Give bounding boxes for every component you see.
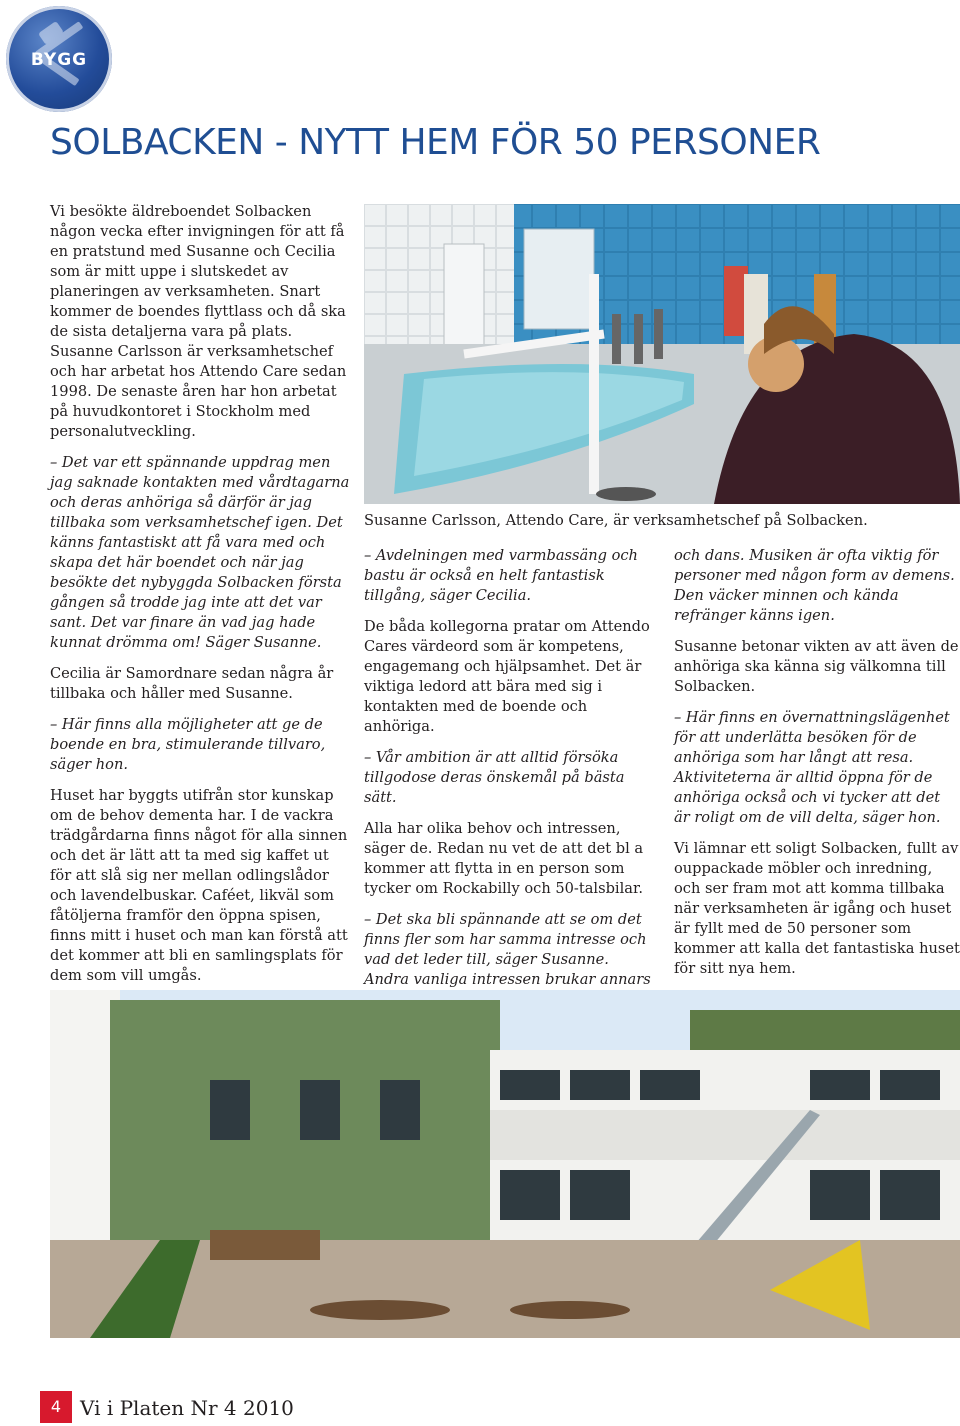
quote-paragraph: – Här finns alla möjligheter att ge de boende en bra, stimulerande tillvaro, säger hon. [50, 716, 326, 773]
quote-paragraph: – Det ska bli spännande att se om det finns fler som har samma intresse och vad det leder till, säger Susanne. Andra vanliga intressen brukar annars [364, 911, 651, 988]
pool-photo [364, 204, 960, 504]
page-title: SOLBACKEN - NYTT HEM FÖR 50 PERSONER [50, 122, 821, 163]
quote-paragraph: – Det var ett spännande uppdrag men jag saknade kontakten med vårdtagarna och deras anhöriga så därför är jag tillbaka som verksamhetschef igen. Det känns fantastiskt att få vara med och skapa det här boendet och när jag besökte det nybyggda Solbacken första gången så trodde jag inte att det var sant. Det var finare än vad jag hade kunnat drömma om! Säger Susanne. [50, 454, 350, 651]
courtyard-photo [50, 990, 960, 1338]
badge-label: BYGG [30, 50, 88, 70]
quote-paragraph: – Avdelningen med varmbassäng och bastu är också en helt fantastisk tillgång, säger Cecilia. [364, 547, 638, 604]
quote-paragraph: och dans. Musiken är ofta viktig för personer med någon form av demens. Den väcker minnen och kända refränger känns igen. [674, 547, 955, 624]
article-column-3 [674, 546, 960, 990]
article-column-2 [364, 546, 654, 1021]
quote-paragraph: – Här finns en övernattningslägenhet för att underlätta besöken för de anhöriga som har långt att resa. Aktiviteterna är alltid öppna för de anhöriga också och vi tycker att det är roligt om de vill delta, säger hon. [674, 709, 950, 826]
bygg-badge [6, 6, 112, 112]
photo-caption: Susanne Carlsson, Attendo Care, är verksamhetschef på Solbacken. [364, 512, 868, 529]
paragraph: Alla har olika behov och intressen, säger de. Redan nu vet de att det bl a kommer att flytta in en person som tycker om Rockabilly och 50-talsbilar. [364, 820, 644, 897]
article-column-1 [50, 202, 350, 997]
page-number: 4 [40, 1391, 72, 1423]
paragraph: Vi lämnar ett soligt Solbacken, fullt av ouppackade möbler och inredning, och ser fram mot att komma tillbaka när verksamheten är igång och huset är fyllt med de 50 personer som kommer att kalla det fantastiska huset för sitt nya hem. [674, 840, 960, 977]
paragraph: Cecilia är Samordnare sedan några år tillbaka och håller med Susanne. [50, 665, 334, 702]
paragraph: Susanne betonar vikten av att även de anhöriga ska känna sig välkomna till Solbacken. [674, 638, 959, 695]
paragraph: Huset har byggts utifrån stor kunskap om de behov dementa har. I de vackra trädgårdarna finns något för alla sinnen och det är lätt att ta med sig kaffet ut för att slå sig ner mellan odlingslådor och lavendelbuskar. Caféet, likväl som fåtöljerna framför den öppna spisen, finns mitt i huset och man kan förstå att det kommer att bli en samlingsplats för dem som vill umgås. [50, 787, 348, 984]
paragraph: De båda kollegorna pratar om Attendo Cares värdeord som är kompetens, engagemang och hjälpsamhet. Det är viktiga ledord att bära med sig i kontakten med de boende och anhöriga. [364, 618, 650, 735]
quote-paragraph: – Vår ambition är att alltid försöka tillgodose deras önskemål på bästa sätt. [364, 749, 625, 806]
publication-name: Vi i Platen Nr 4 2010 [80, 1396, 294, 1420]
paragraph: Vi besökte äldreboendet Solbacken någon vecka efter invigningen för att få en pratstund med Susanne och Cecilia som är mitt uppe i slutskedet av planeringen av verksamheten. Snart kommer de boendes flyttlass och då ska de sista detaljerna vara på plats. Susanne Carlsson är verksamhetschef och har arbetat hos Attendo Care sedan 1998. De senaste åren har hon arbetat på huvudkontoret i Stockholm med personalutveckling. [50, 203, 347, 440]
